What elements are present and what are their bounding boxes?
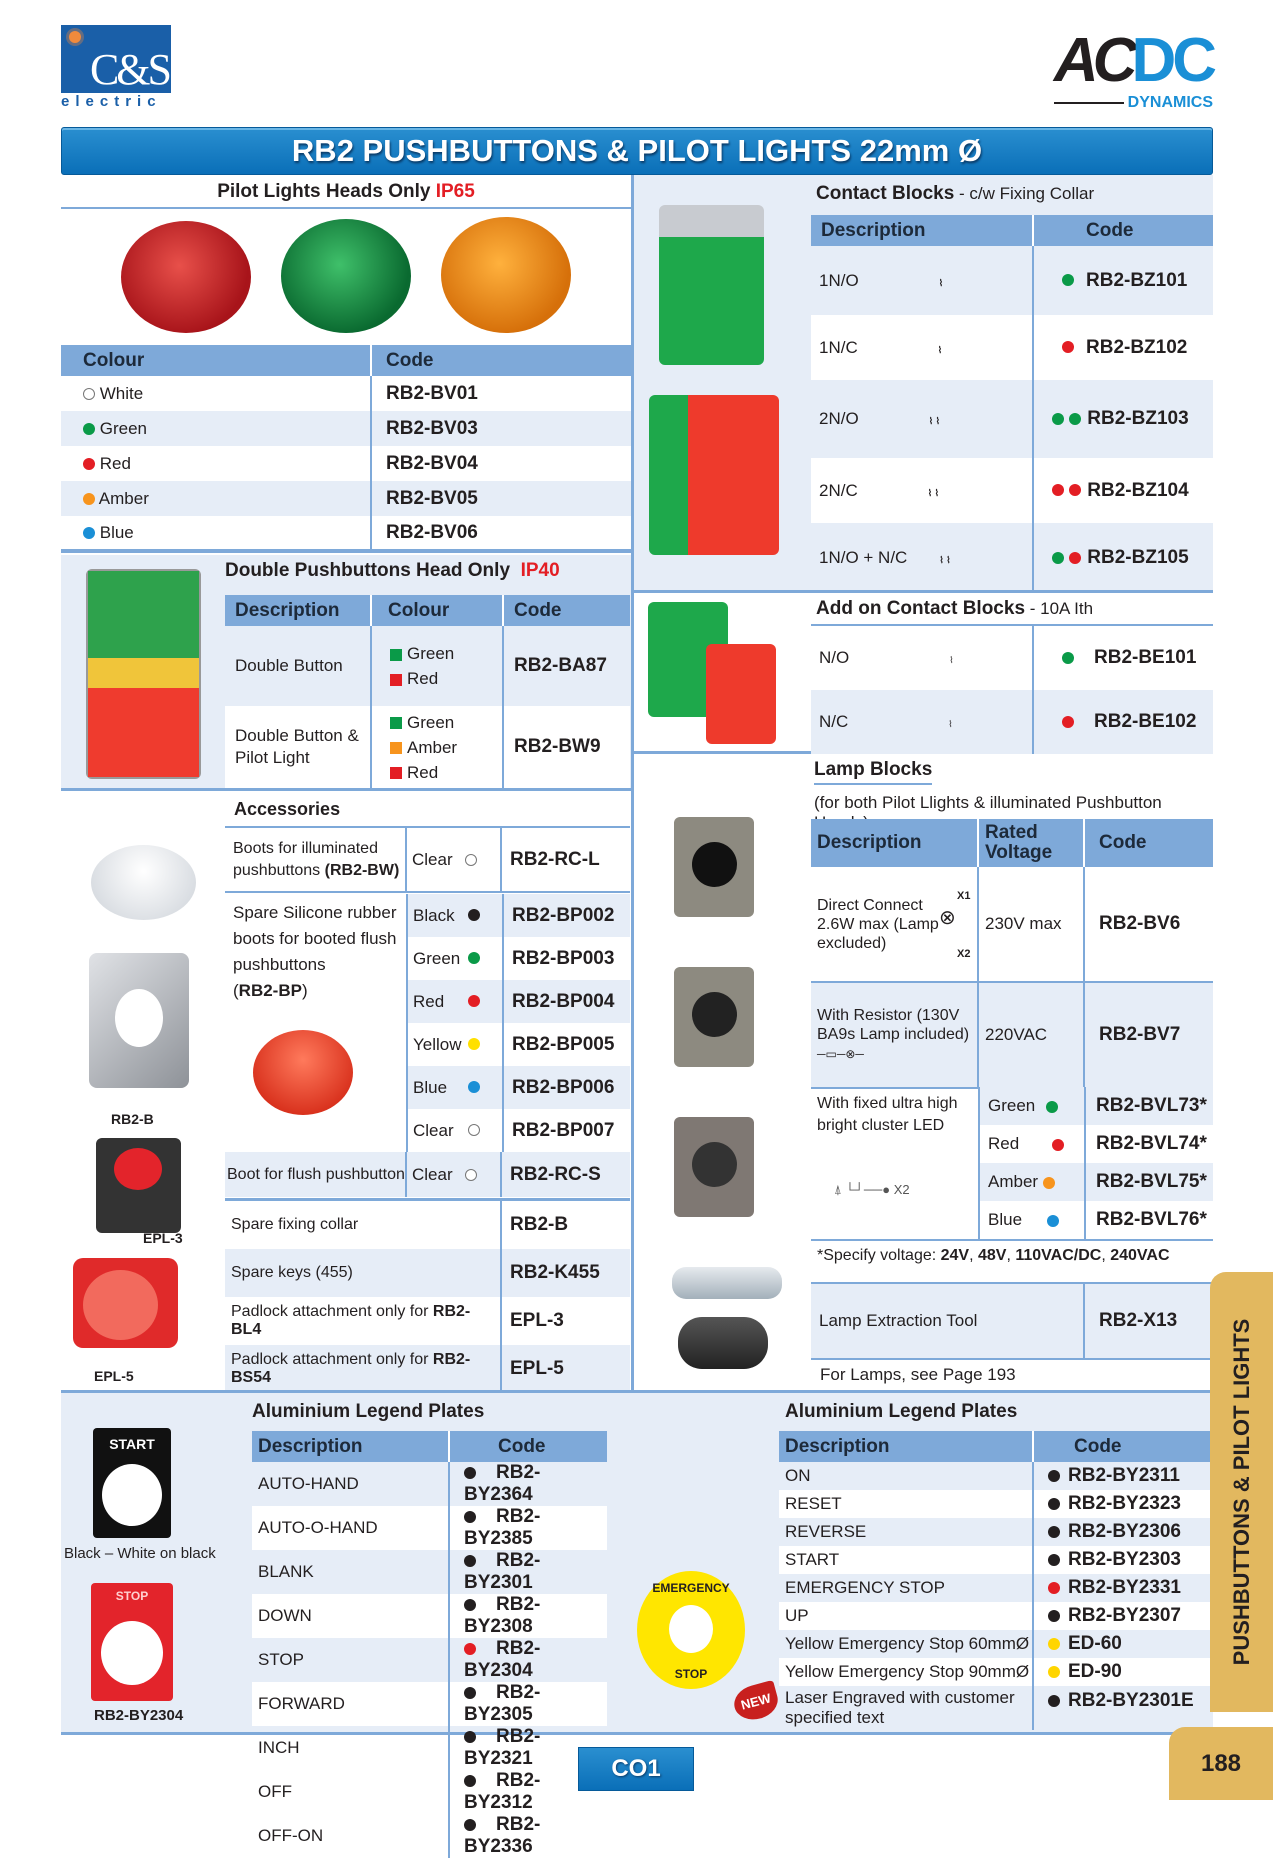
start-plate-image: START — [93, 1428, 171, 1538]
red-dot-icon — [1062, 716, 1074, 728]
amber-dot-icon — [83, 493, 95, 505]
black-dot-icon — [464, 1555, 476, 1567]
black-dot-icon — [464, 1599, 476, 1611]
table-row: Spare fixing collar RB2-B — [225, 1201, 630, 1249]
double-pushbuttons-table: Description Colour Code Double Button Green Red RB2-BA87 Double Button & Pilot Light Green Amber Red RB2-BW9 — [225, 595, 630, 788]
red-silicone-boot-image — [253, 1030, 353, 1115]
black-dot-icon — [464, 1731, 476, 1743]
add-on-blocks-table — [811, 626, 1213, 754]
black-dot-icon — [464, 1775, 476, 1787]
table-row: N/O ⌇ RB2-BE101 — [811, 626, 1213, 690]
table-row: 2N/C ⌇ ⌇ RB2-BZ104 — [811, 458, 1213, 523]
lamp-blocks-table: Description Rated Voltage Code Direct Connect 2.6W max (Lamp excluded) ⊗ X1 X2 230V max RB2-BV6 With Resistor (130V BA9s Lamp included) ─▭─⊗─ 220VAC RB2-BV7 — [811, 819, 1213, 1089]
pilot-lights-image — [61, 209, 631, 345]
no-contact-symbol-icon: ⌇ — [949, 655, 954, 665]
green-dot-icon — [83, 423, 95, 435]
cs-electric-logo: C&S electric — [61, 25, 171, 111]
resistor-lamp-symbol-icon: ─▭─⊗─ — [817, 1047, 864, 1061]
table-row: DOWN RB2-BY2308 — [252, 1594, 607, 1638]
led-table — [978, 1087, 1213, 1239]
table-row: Black RB2-BP002 — [407, 894, 630, 937]
table-row: Boot for flush pushbutton Clear RB2-RC-S — [225, 1152, 630, 1197]
green-dot-icon — [1052, 413, 1064, 425]
no-nc-contact-symbol-icon: ⌇ ⌇ — [939, 555, 951, 565]
table-row: OFF RB2-BY2312 — [252, 1770, 607, 1814]
table-row: Lamp Extraction Tool RB2-X13 — [811, 1283, 1213, 1359]
extraction-tool-row — [811, 1282, 1213, 1360]
fixing-collar-image — [89, 953, 189, 1088]
green-square-icon — [390, 717, 402, 729]
red-dot-icon — [464, 1643, 476, 1655]
lamp-blocks-section: Lamp Blocks (for both Pilot Llights & illuminated Pushbutton Heads) Description Rated Voltage Code Direct Connect 2.6W max (Lamp excluded) ⊗ X1 X2 230V max RB2-BV6 With Resistor (130V BA9s Lamp included) ─▭─⊗─ 220VAC RB2-BV7 With fixed ultra high bright cluster LED ⍋ └┘──● X2 Green RB2-BVL73* Red RB2-BVL74* Amber RB2-BVL75* Blue RB2-BVL76* *Specify voltage: 24V, 48V, 110VAC/DC, 240VAC Lamp Extraction Tool RB2-X13 For Lamps, see Page 193 — [634, 757, 1213, 1392]
silicone-boots-description: Spare Silicone rubber boots for booted flush pushbuttons (RB2-BP) — [233, 903, 397, 1000]
lamp-block-led-image — [674, 1117, 754, 1217]
table-row: Laser Engraved with customer specified text RB2-BY2301E — [779, 1686, 1213, 1730]
table-row: Clear RB2-BP007 — [407, 1109, 630, 1152]
pilot-lights-section — [61, 175, 631, 553]
black-dot-icon — [1048, 1610, 1060, 1622]
clear-dot-icon — [465, 1169, 477, 1181]
table-row: 1N/O ⌇ RB2-BZ101 — [811, 246, 1213, 315]
table-row: 2N/O ⌇ ⌇ RB2-BZ103 — [811, 380, 1213, 458]
pilot-lights-table: Colour Code White RB2-BV01 Green RB2-BV03 Red RB2-BV04 Amber RB2-BV05 Blue RB2-BV06 — [61, 345, 631, 553]
section-code-badge: CO1 — [578, 1747, 694, 1791]
stop-plate-image: STOP — [91, 1583, 173, 1701]
table-row: START RB2-BY2303 — [779, 1546, 1213, 1574]
add-on-blocks-section — [634, 594, 1213, 754]
legend-plates-left-table: Description Code AUTO-HAND RB2-BY2364 AUTO-O-HAND RB2-BY2385 BLANK RB2-BY2301 DOWN RB2-BY2308 STOP RB2-BY2304 FORWARD RB2-BY2305 INCH RB2-BY2321 OFF RB2-BY2312 OFF-ON RB2-BY2336 — [252, 1431, 607, 1858]
table-row: REVERSE RB2-BY2306 — [779, 1518, 1213, 1546]
table-row: Boots for illuminated pushbuttons (RB2-BW) Clear RB2-RC-L — [225, 828, 630, 892]
led-symbol-icon: ⍋ └┘──● — [834, 1182, 891, 1197]
white-dot-icon — [83, 388, 95, 400]
silicone-boots-table — [406, 894, 630, 1152]
black-dot-icon — [464, 1687, 476, 1699]
led-lamp-image — [678, 1317, 768, 1369]
amber-pilot-light-image — [441, 217, 571, 333]
table-row: Amber RB2-BV05 — [61, 481, 631, 516]
page-title: RB2 PUSHBUTTONS & PILOT LIGHTS 22mm Ø — [61, 127, 1213, 175]
table-row: Double Button Green Red RB2-BA87 — [225, 626, 630, 706]
epl3-padlock-image — [96, 1138, 181, 1233]
contact-blocks-section — [634, 175, 1213, 593]
nc-contact-symbol-icon: ⌇ — [948, 719, 953, 729]
add-on-blocks-title: Add on Contact Blocks - 10A Ith — [816, 598, 1094, 619]
lamp-symbol-icon: ⊗ — [939, 907, 956, 929]
specify-voltage-note: *Specify voltage: 24V, 48V, 110VAC/DC, 240VAC — [817, 1247, 1170, 1264]
red-dot-icon — [1069, 552, 1081, 564]
table-row: Green RB2-BV03 — [61, 411, 631, 446]
red-pilot-light-image — [121, 221, 251, 333]
red-dot-icon — [1069, 484, 1081, 496]
lamp-block-resistor-image — [674, 967, 754, 1067]
red-dot-icon — [83, 458, 95, 470]
add-on-red-block-image — [706, 644, 776, 744]
table-row: Direct Connect 2.6W max (Lamp excluded) ⊗ X1 X2 230V max RB2-BV6 — [811, 867, 1213, 982]
black-dot-icon — [464, 1819, 476, 1831]
blue-dot-icon — [1047, 1215, 1059, 1227]
accessories-table — [225, 828, 630, 893]
green-dot-icon — [1062, 274, 1074, 286]
red-square-icon — [390, 674, 402, 686]
table-row: EMERGENCY STOP RB2-BY2331 — [779, 1574, 1213, 1602]
section-side-tab: PUSHBUTTONS & PILOT LIGHTS — [1210, 1272, 1273, 1712]
resistor-line-icon — [1054, 102, 1124, 104]
table-row: ON RB2-BY2311 — [779, 1462, 1213, 1490]
green-dot-icon — [1052, 552, 1064, 564]
table-row: STOP RB2-BY2304 — [252, 1638, 607, 1682]
table-row: Red RB2-BP004 — [407, 980, 630, 1023]
green-dot-icon — [1069, 413, 1081, 425]
accessories-section: RB2-B EPL-3 EPL-5 Accessories Boots for illuminated pushbuttons (RB2-BW) Clear RB2-RC-L Spare Silicone rubber boots for booted flush pushbuttons (RB2-BP) Black RB2-BP002 Green RB2-BP003 Red RB2-BP004 Yellow RB2-BP005 Blue RB2-BP006 Clear RB2-BP007 Boot for flush pushbutton Clear RB2-RC-S Spare fixing collar RB2-B Spare keys (455) RB2-K455 Padlock attachment only for RB2-BL4 EPL-3 Padlock attachment only for RB2-BS54 EPL-5 — [61, 793, 631, 1388]
nc-contact-symbol-icon: ⌇ — [937, 344, 943, 355]
black-dot-icon — [1048, 1695, 1060, 1707]
contact-blocks-title: Contact Blocks - c/w Fixing Collar — [816, 183, 1095, 204]
table-row: Green RB2-BVL73* — [979, 1087, 1213, 1125]
emergency-stop-plate-image: EMERGENCY STOP — [637, 1571, 745, 1689]
table-row: INCH RB2-BY2321 — [252, 1726, 607, 1770]
contact-blocks-table: Description Code 1N/O ⌇ RB2-BZ101 1N/C ⌇ RB2-BZ102 2N/O ⌇ ⌇ RB2-BZ103 2N/C ⌇ ⌇ RB2-BZ104 1N/O + N/C ⌇ ⌇ RB2-BZ105 — [811, 215, 1213, 593]
legend-plates-right-table: Description Code ON RB2-BY2311 RESET RB2-BY2323 REVERSE RB2-BY2306 START RB2-BY2303 EMERGENCY STOP RB2-BY2331 UP RB2-BY2307 Yellow Emergency Stop 60mmØ ED-60 Yellow Emergency Stop 90mmØ ED-90 Laser Engraved with customer specified text RB2-BY2301E — [779, 1431, 1213, 1730]
sun-icon — [69, 31, 81, 43]
black-dot-icon — [1048, 1554, 1060, 1566]
table-row: Spare keys (455) RB2-K455 — [225, 1249, 630, 1297]
boot-flush-row — [225, 1152, 630, 1197]
no-contact-symbol-icon: ⌇ — [938, 277, 944, 288]
pilot-lights-title: Pilot Lights Heads Only IP65 — [61, 175, 631, 209]
table-row: 1N/C ⌇ RB2-BZ102 — [811, 315, 1213, 380]
clear-boot-image — [91, 845, 196, 920]
table-row: Padlock attachment only for RB2-BL4 EPL-3 — [225, 1297, 630, 1345]
contact-block-green-image — [659, 205, 764, 365]
amber-dot-icon — [1043, 1177, 1055, 1189]
led-circuit-symbol: ⍋ └┘──● X2 — [834, 1182, 910, 1197]
lamp-extraction-tool-image — [672, 1267, 782, 1299]
2nc-contact-symbol-icon: ⌇ ⌇ — [927, 487, 940, 498]
legend-plates-section: START Black – White on black STOP RB2-BY2304 Aluminium Legend Plates Description Code AUTO-HAND RB2-BY2364 AUTO-O-HAND RB2-BY2385 BLANK RB2-BY2301 DOWN RB2-BY2308 STOP RB2-BY2304 FORWARD RB2-BY2305 INCH RB2-BY2321 OFF RB2-BY2312 OFF-ON RB2-BY2336 EMERGENCY STOP NEW Aluminium Legend Plates Description Code ON RB2-BY2311 RESET RB2-BY2323 REVERSE RB2-BY2306 START RB2-BY2303 EMERGENCY STOP RB2-BY2331 UP RB2-BY2307 Yellow Emergency Stop 60mmØ ED-60 Yellow Emergency Stop 90mmØ ED-90 Laser Engraved with customer specified text RB2-BY2301E — [61, 1393, 1213, 1735]
black-dot-icon — [1048, 1498, 1060, 1510]
blue-dot-icon — [83, 527, 95, 539]
table-row: FORWARD RB2-BY2305 — [252, 1682, 607, 1726]
contact-block-red-green-image — [649, 395, 779, 555]
table-row: N/C ⌇ RB2-BE102 — [811, 690, 1213, 754]
table-row: Padlock attachment only for RB2-BS54 EPL-5 — [225, 1345, 630, 1393]
table-row: BLANK RB2-BY2301 — [252, 1550, 607, 1594]
new-badge: NEW — [730, 1680, 781, 1724]
2no-contact-symbol-icon: ⌇ ⌇ — [928, 416, 940, 426]
other-accessories-table — [225, 1201, 630, 1393]
table-row: UP RB2-BY2307 — [779, 1602, 1213, 1630]
table-row: AUTO-O-HAND RB2-BY2385 — [252, 1506, 607, 1550]
double-pushbuttons-title: Double Pushbuttons Head Only IP40 — [225, 560, 560, 581]
double-pushbutton-image — [86, 569, 201, 779]
table-row: Red RB2-BV04 — [61, 446, 631, 481]
page-number: 188 — [1169, 1727, 1273, 1800]
table-row: Blue RB2-BP006 — [407, 1066, 630, 1109]
table-row: Yellow Emergency Stop 90mmØ ED-90 — [779, 1658, 1213, 1686]
black-dot-icon — [1048, 1526, 1060, 1538]
black-dot-icon — [464, 1467, 476, 1479]
amber-square-icon — [390, 742, 402, 754]
red-square-icon — [390, 767, 402, 779]
red-dot-icon — [1048, 1582, 1060, 1594]
acdc-dynamics-logo: ACDC DYNAMICS — [1053, 26, 1213, 111]
table-row: 1N/O + N/C ⌇ ⌇ RB2-BZ105 — [811, 523, 1213, 593]
table-row: Blue RB2-BVL76* — [979, 1201, 1213, 1239]
green-square-icon — [390, 649, 402, 661]
yellow-dot-icon — [1048, 1638, 1060, 1650]
black-dot-icon — [464, 1511, 476, 1523]
table-row: Amber RB2-BVL75* — [979, 1163, 1213, 1201]
lamp-block-direct-image — [674, 817, 754, 917]
table-row: AUTO-HAND RB2-BY2364 — [252, 1462, 607, 1506]
table-row: Yellow RB2-BP005 — [407, 1023, 630, 1066]
table-row: Green RB2-BP003 — [407, 937, 630, 980]
table-row: OFF-ON RB2-BY2336 — [252, 1814, 607, 1858]
green-dot-icon — [1062, 652, 1074, 664]
epl5-padlock-image — [73, 1258, 178, 1348]
table-row: With Resistor (130V BA9s Lamp included) ─▭─⊗─ 220VAC RB2-BV7 — [811, 982, 1213, 1088]
black-dot-icon — [1048, 1470, 1060, 1482]
red-dot-icon — [1062, 341, 1074, 353]
table-row: White RB2-BV01 — [61, 376, 631, 411]
red-dot-icon — [1052, 1139, 1064, 1151]
green-pilot-light-image — [281, 219, 411, 333]
red-dot-icon — [1052, 484, 1064, 496]
table-row: Yellow Emergency Stop 60mmØ ED-60 — [779, 1630, 1213, 1658]
table-row: Blue RB2-BV06 — [61, 516, 631, 551]
table-row: Double Button & Pilot Light Green Amber Red RB2-BW9 — [225, 706, 630, 788]
clear-dot-icon — [465, 854, 477, 866]
table-row: Red RB2-BVL74* — [979, 1125, 1213, 1163]
green-dot-icon — [1046, 1101, 1058, 1113]
double-pushbuttons-section — [61, 555, 631, 791]
table-row: RESET RB2-BY2323 — [779, 1490, 1213, 1518]
yellow-dot-icon — [1048, 1666, 1060, 1678]
